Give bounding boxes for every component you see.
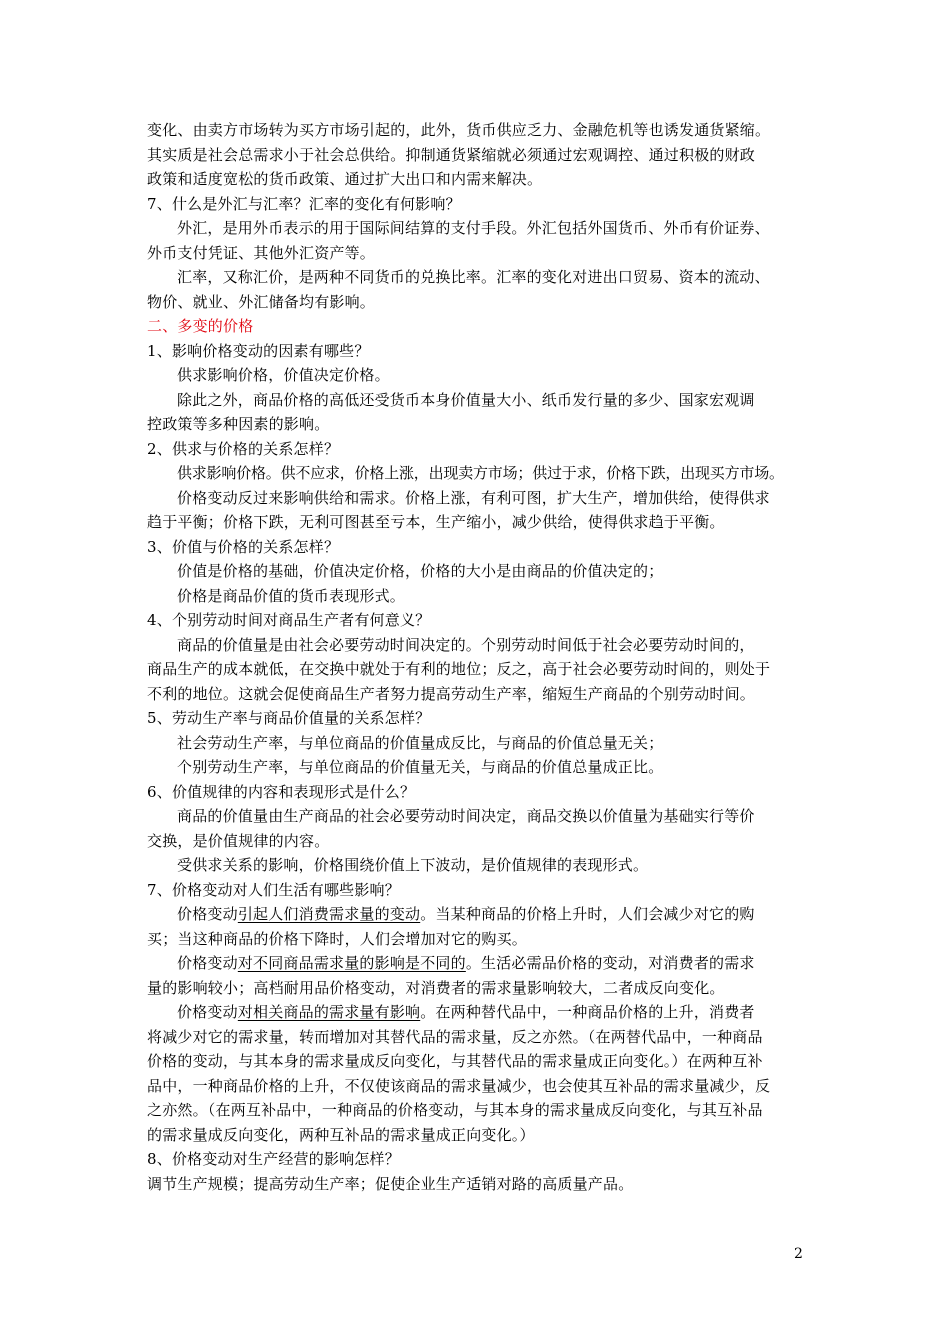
underlined-text: 对相关商品的需求量有影响 <box>237 1003 421 1021</box>
text-line: 品中，一种商品价格的上升，不仅使该商品的需求量减少，也会使其互补品的需求量减少，反 <box>147 1076 771 1095</box>
text-line: 供求影响价格，价值决定价格。 <box>177 366 390 384</box>
text-line: 趋于平衡；价格下跌，无利可图甚至亏本，生产缩小，减少供给，使得供求趋于平衡。 <box>147 513 725 531</box>
text-line: 价格的变动，与其本身的需求量成反向变化，与其替代品的需求量成正向变化。）在两种互补 <box>147 1052 763 1070</box>
text-line: 买；当这种商品的价格下降时，人们会增加对它的购买。 <box>147 929 528 948</box>
question-heading: 4、个别劳动时间对商品生产者有何意义？ <box>147 611 431 629</box>
page-number: 2 <box>794 1246 803 1262</box>
text-line: 商品生产的成本就低，在交换中就处于有利的地位；反之，高于社会必要劳动时间的，则处于 <box>147 660 771 678</box>
text-line: 外汇，是用外币表示的用于国际间结算的支付手段。外汇包括外国货币、外币有价证券、 <box>177 219 770 237</box>
question-heading: 5、劳动生产率与商品价值量的关系怎样？ <box>147 709 431 727</box>
question-heading: 6、价值规律的内容和表现形式是什么？ <box>147 782 416 801</box>
text-line: 个别劳动生产率，与单位商品的价值量无关，与商品的价值总量成正比。 <box>177 758 664 776</box>
text-line: 受供求关系的影响，价格围绕价值上下波动，是价值规律的表现形式。 <box>177 856 649 874</box>
text-span: 。在两种替代品中，一种商品价格的上升，消费者 <box>420 1003 755 1021</box>
text-line: 其实质是社会总需求小于社会总供给。抑制通货紧缩就必须通过宏观调控、通过积极的财政 <box>147 145 756 164</box>
text-line: 供求影响价格。供不应求，价格上涨，出现卖方市场；供过于求，价格下跌，出现买方市场。 <box>177 464 784 482</box>
text-line: 变化、由卖方市场转为买方市场引起的，此外，货币供应乏力、金融危机等也诱发通货紧缩。 <box>147 121 771 139</box>
underlined-text: 引起人们消费需求量的变动 <box>237 905 421 923</box>
text-line: 物价、就业、外汇储备均有影响。 <box>147 292 376 311</box>
question-heading: 2、供求与价格的关系怎样？ <box>147 439 340 458</box>
text-line <box>147 951 827 976</box>
text-line: 量的影响较小；高档耐用品价格变动，对消费者的需求量影响较大，二者成反向变化。 <box>147 978 725 997</box>
section-heading: 二、多变的价格 <box>147 317 254 335</box>
question-heading: 1、影响价格变动的因素有哪些？ <box>147 341 370 360</box>
text-line <box>147 1000 827 1025</box>
text-span: 价格变动 <box>177 954 238 972</box>
text-line: 控政策等多种因素的影响。 <box>147 415 330 433</box>
text-line: 除此之外，商品价格的高低还受货币本身价值量大小、纸币发行量的多少、国家宏观调 <box>177 390 755 409</box>
text-span: 价格变动 <box>177 905 238 923</box>
text-line: 调节生产规模；提高劳动生产率；促使企业生产适销对路的高质量产品。 <box>147 1174 634 1193</box>
question-heading: 8、价格变动对生产经营的影响怎样？ <box>147 1150 400 1168</box>
text-line: 交换，是价值规律的内容。 <box>147 831 330 850</box>
underlined-text: 对不同商品需求量的影响是不同的 <box>237 954 466 972</box>
text-span: 价格变动 <box>177 1003 238 1021</box>
text-line: 之亦然。（在两互补品中，一种商品的价格变动，与其本身的需求量成反向变化，与其互补品 <box>147 1101 763 1119</box>
text-line <box>147 902 827 927</box>
text-line: 的需求量成反向变化，两种互补品的需求量成正向变化。） <box>147 1125 535 1144</box>
text-line: 价格变动反过来影响供给和需求。价格上涨，有利可图，扩大生产，增加供给，使得供求 <box>177 488 770 507</box>
document-page <box>147 118 827 1196</box>
text-span: 。当某种商品的价格上升时，人们会减少对它的购 <box>420 905 755 923</box>
text-line: 价格是商品价值的货币表现形式。 <box>177 586 406 605</box>
question-heading: 7、什么是外汇与汇率？汇率的变化有何影响？ <box>147 194 461 213</box>
text-line: 商品的价值量由生产商品的社会必要劳动时间决定，商品交换以价值量为基础实行等价 <box>177 807 755 825</box>
text-line: 不利的地位。这就会促使商品生产者努力提高劳动生产率，缩短生产商品的个别劳动时间。 <box>147 684 756 703</box>
text-line: 将减少对它的需求量，转而增加对其替代品的需求量，反之亦然。（在两替代品中，一种商品 <box>147 1027 763 1046</box>
text-line: 汇率，又称汇价，是两种不同货币的兑换比率。汇率的变化对进出口贸易、资本的流动、 <box>177 268 770 286</box>
text-line: 外币支付凭证、其他外汇资产等。 <box>147 243 376 262</box>
text-line: 政策和适度宽松的货币政策、通过扩大出口和内需来解决。 <box>147 170 543 188</box>
question-heading: 7、价格变动对人们生活有哪些影响？ <box>147 880 400 899</box>
question-heading: 3、价值与价格的关系怎样？ <box>147 537 340 556</box>
text-line: 商品的价值量是由社会必要劳动时间决定的。个别劳动时间低于社会必要劳动时间的， <box>177 635 755 654</box>
text-line: 社会劳动生产率，与单位商品的价值量成反比，与商品的价值总量无关； <box>177 733 664 752</box>
text-line: 价值是价格的基础，价值决定价格，价格的大小是由商品的价值决定的； <box>177 562 664 580</box>
text-span: 。生活必需品价格的变动，对消费者的需求 <box>465 954 755 972</box>
